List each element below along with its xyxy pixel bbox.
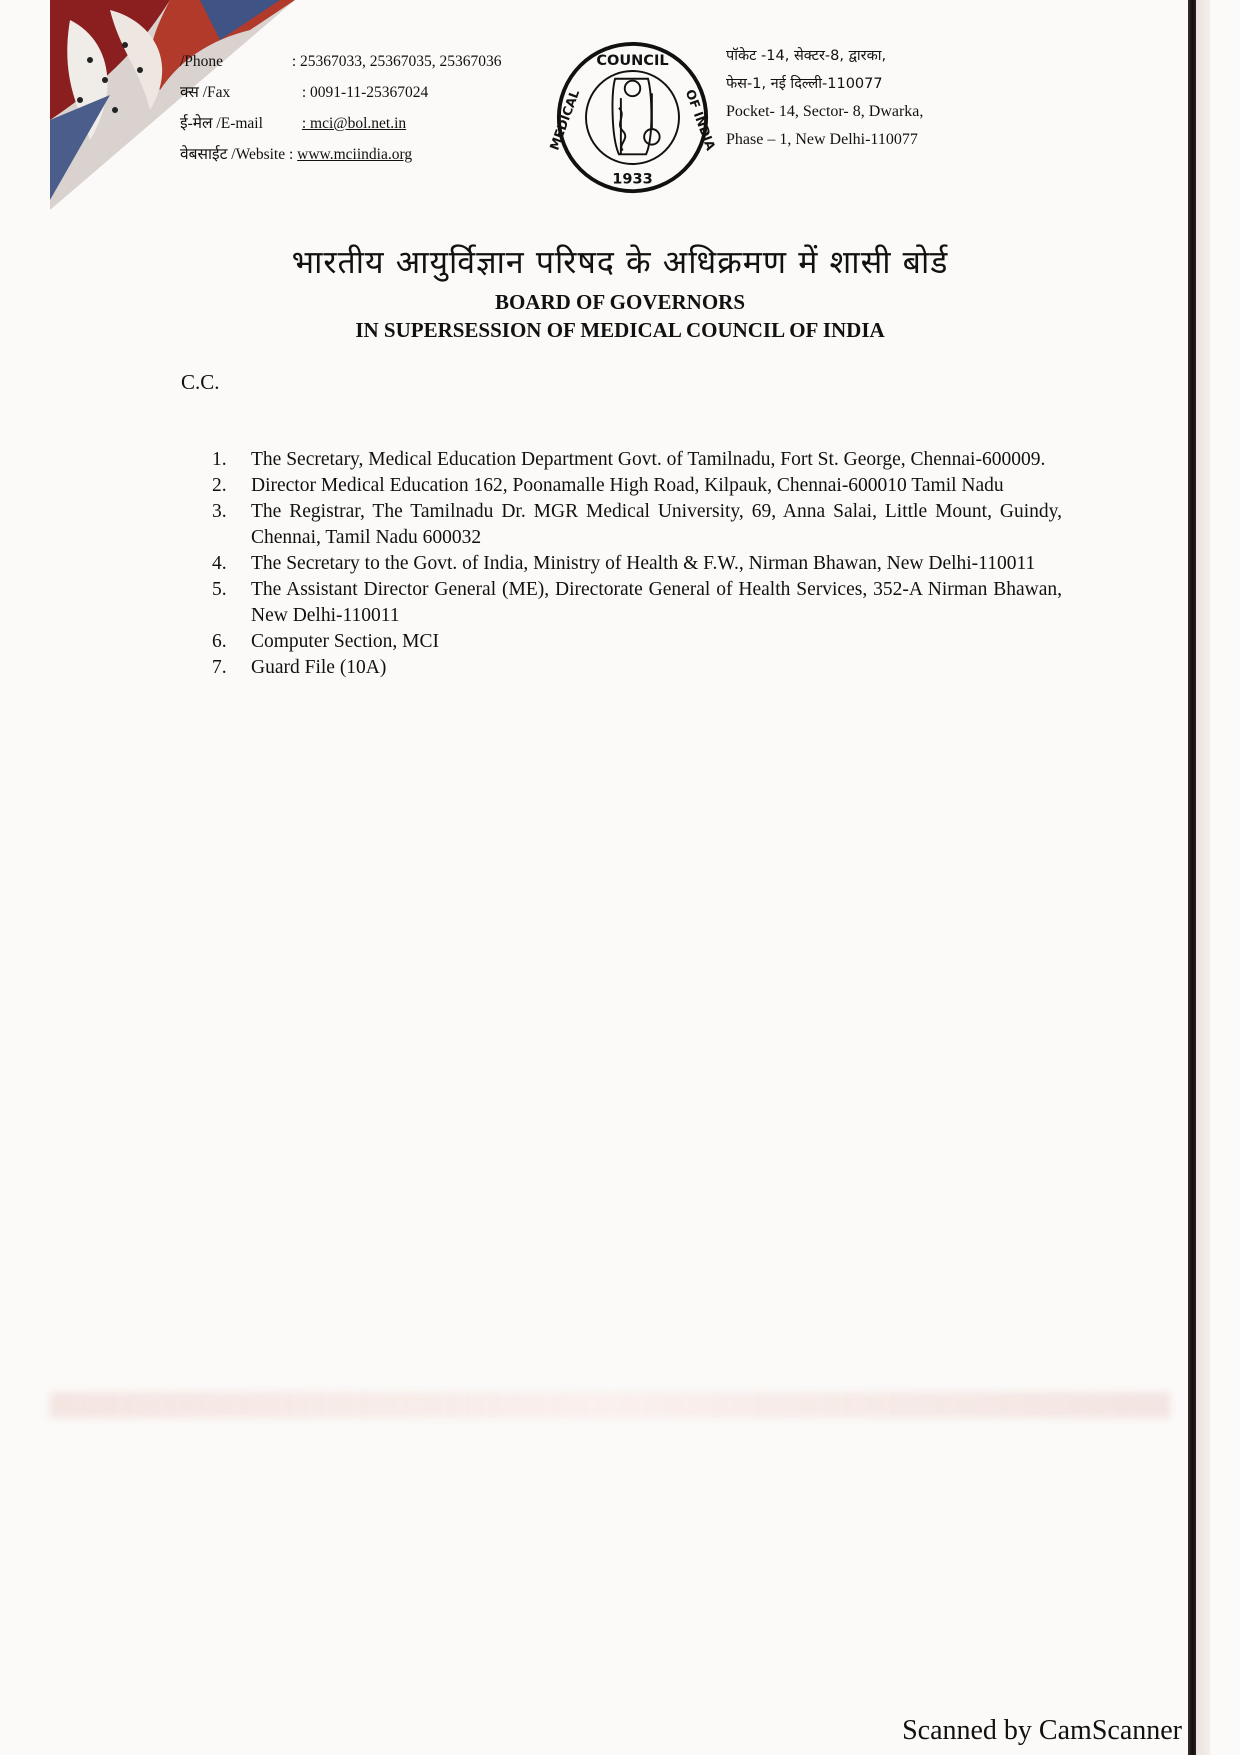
phone-row	[180, 46, 502, 77]
seal-left-text: MEDICAL	[546, 87, 583, 153]
item-text: Director Medical Education 162, Poonamalle High Road, Kilpauk, Chennai-600010 Tamil Nadu	[251, 475, 1004, 496]
title-line2: IN SUPERSESSION OF MEDICAL COUNCIL OF INDIA	[355, 318, 885, 342]
fax-label: क्स /Fax	[180, 84, 231, 101]
website-link[interactable]: www.mciindia.org	[297, 146, 413, 163]
list-item	[212, 577, 1062, 629]
list-item	[212, 629, 1062, 655]
list-item	[212, 551, 1062, 577]
item-number: 4.	[212, 553, 227, 574]
title-line1: BOARD OF GOVERNORS	[494, 290, 746, 314]
address-block	[726, 42, 923, 154]
item-text: Computer Section, MCI	[251, 631, 439, 652]
page-edge-shadow	[1196, 0, 1210, 1755]
item-text: The Secretary, Medical Education Department Govt. of Tamilnadu, Fort St. George, Chennai-600009.	[251, 449, 1046, 470]
list-item	[212, 499, 1062, 551]
scan-smudge	[50, 1392, 1170, 1418]
fax-row	[180, 77, 502, 108]
item-text: Guard File (10A)	[251, 657, 387, 678]
item-number: 7.	[212, 657, 227, 678]
address-line: पॉकेट -14, सेक्टर-8, द्वारका,	[726, 48, 887, 64]
website-row	[180, 139, 502, 170]
website-label: वेबसाईट /Website :	[180, 146, 294, 163]
item-number: 5.	[212, 579, 227, 600]
english-title	[0, 288, 1240, 344]
mci-seal-logo	[546, 40, 719, 195]
phone-label: /Phone	[180, 53, 224, 70]
address-line: फेस-1, नई दिल्ली-110077	[726, 76, 883, 92]
list-item	[212, 447, 1062, 473]
hindi-title: भारतीय आयुर्विज्ञान परिषद के अधिक्रमण में शासी बोर्ड	[291, 243, 949, 281]
email-label: ई-मेल /E-mail	[180, 115, 263, 132]
item-text: The Secretary to the Govt. of India, Ministry of Health & F.W., Nirman Bhawan, New Delhi-110011	[251, 553, 1036, 574]
list-item	[212, 473, 1062, 499]
seal-right-text: OF INDIA	[682, 87, 719, 153]
item-number: 6.	[212, 631, 227, 652]
item-text: The Registrar, The Tamilnadu Dr. MGR Medical University, 69, Anna Salai, Little Mount, Guindy, Chennai, Tamil Nadu 600032	[251, 501, 1062, 548]
item-number: 3.	[212, 501, 227, 522]
page-edge-dark	[1188, 0, 1196, 1755]
seal-year: 1933	[612, 171, 653, 188]
address-line: Pocket- 14, Sector- 8, Dwarka,	[726, 103, 924, 120]
phone-value: : 25367033, 25367035, 25367036	[291, 53, 502, 70]
email-row	[180, 108, 502, 139]
recipient-list	[212, 447, 1062, 681]
seal-top-text: COUNCIL	[596, 53, 669, 70]
list-item	[212, 655, 1062, 681]
email-link[interactable]: : mci@bol.net.in	[301, 115, 407, 132]
scanner-watermark: Scanned by CamScanner	[902, 1715, 1182, 1746]
address-line: Phase – 1, New Delhi-110077	[726, 131, 918, 148]
fax-value: : 0091-11-25367024	[301, 84, 429, 101]
item-number: 2.	[212, 475, 227, 496]
item-number: 1.	[212, 449, 227, 470]
contact-block	[180, 46, 502, 170]
item-text: The Assistant Director General (ME), Directorate General of Health Services, 352-A Nirman Bhawan, New Delhi-110011	[251, 579, 1062, 626]
cc-label: C.C.	[181, 370, 220, 394]
